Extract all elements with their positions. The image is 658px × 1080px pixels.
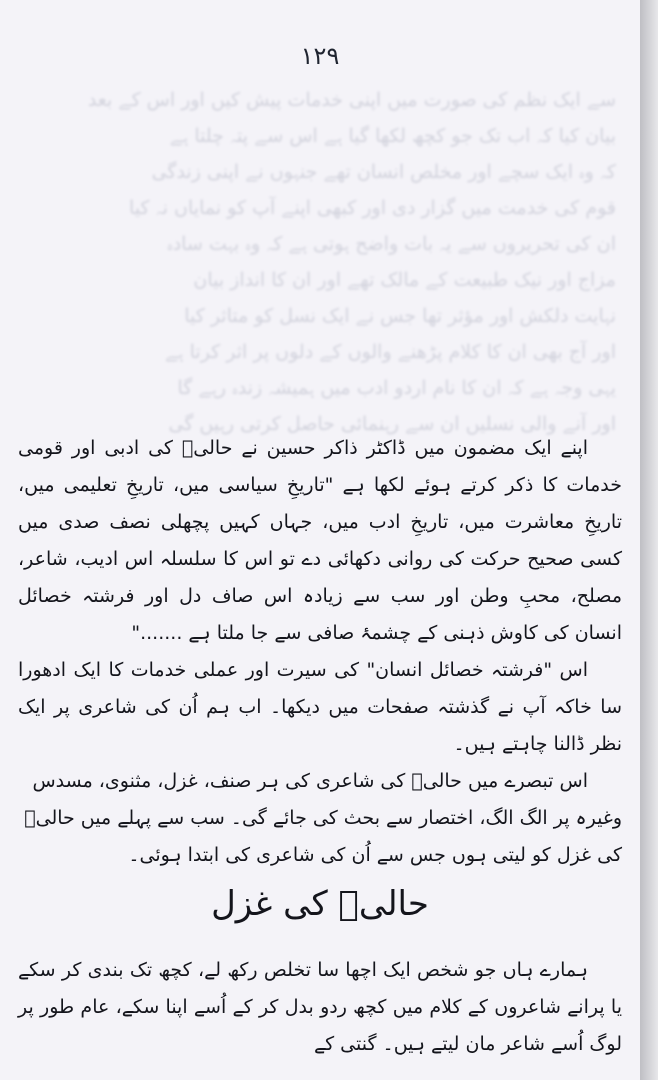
page-edge-shadow xyxy=(640,0,658,1080)
body-text xyxy=(18,430,622,874)
paragraph: اپنے ایک مضمون میں ڈاکٹر ذاکر حسین نے حالیؔ کی ادبی اور قومی خدمات کا ذکر کرتے ہوئے لکھا ہے "تاریخِ سیاسی میں، تاریخِ تعلیمی میں، تاریخِ معاشرت میں، تاریخِ ادب میں، جہاں کہیں پچھلی نصف صدی میں کسی صحیح حرکت کی روانی دکھائی دے تو اس کا سلسلہ اس ادیب، شاعر، مصلح، محبِ وطن اور سب سے زیادہ اس صاف دل اور فرشتہ خصائل انسان کی کاوش ذہنی کے چشمۂ صافی سے جا ملتا ہے ......." xyxy=(18,437,622,644)
section-heading: حالیؔ کی غزل xyxy=(211,884,429,924)
page-number: ۱۲۹ xyxy=(300,42,340,70)
paragraph: ہمارے ہاں جو شخص ایک اچھا سا تخلص رکھ لے، کچھ تک بندی کر سکے یا پرانے شاعروں کے کلام میں کچھ ردو بدل کر کے اُسے اپنا سکے، عام طور پر لوگ اُسے شاعر مان لیتے ہیں۔ گنتی کے xyxy=(18,959,622,1055)
body-text-continued xyxy=(18,952,622,1063)
paragraph: اس تبصرے میں حالیؔ کی شاعری کی ہر صنف، غزل، مثنوی، مسدس وغیرہ پر الگ الگ، اختصار سے بحث کی جائے گی۔ سب سے پہلے میں حالیؔ کی غزل کو لیتی ہوں جس سے اُن کی شاعری کی ابتدا ہوئی۔ xyxy=(24,770,622,866)
paragraph: اس "فرشتہ خصائل انسان" کی سیرت اور عملی خدمات کا ایک ادھورا سا خاکہ آپ نے گذشتہ صفحات میں دیکھا۔ اب ہم اُن کی شاعری پر ایک نظر ڈالنا چاہتے ہیں۔ xyxy=(18,659,622,755)
bleed-through-texture: ﺳﮯ ﺍﯾﮏ ﻧﻈﻢ ﮐﯽ ﺻﻮﺭﺕ ﻣﯿﮟ ﺍﭘﻨﯽ ﺧﺪﻣﺎﺕ ﭘﯿﺶ ﮐﯿﮟ ﺍﻭﺭ ﺍﺱ ﮐﮯ ﺑﻌﺪ ﺑﯿﺎﻥ ﮐﯿﺎ ﮐﮧ ﺍﺏ ﺗﮏ ﺟﻮ ﮐﭽﮫ ﻟﮑﮭﺎ ﮔﯿﺎ ﮨﮯ ﺍﺱ ﺳﮯ ﭘﺘﮧ ﭼﻠﺘﺎ ﮨﮯ ﮐﮧ ﻭﮦ ﺍﯾﮏ ﺳﭽﮯ ﺍﻭﺭ ﻣﺨﻠﺺ ﺍﻧﺴﺎﻥ ﺗﮭﮯ ﺟﻨﮩﻮﮞ ﻧﮯ ﺍﭘﻨﯽ ﺯﻧﺪﮔﯽ ﻗﻮﻡ ﮐﯽ ﺧﺪﻣﺖ ﻣﯿﮟ ﮔﺰﺍﺭ ﺩﯼ ﺍﻭﺭ ﮐﺒﮭﯽ ﺍﭘﻨﮯ ﺁﭖ ﮐﻮ ﻧﻤﺎﯾﺎﮞ ﻧﮧ ﮐﯿﺎ ﺍﻥ ﮐﯽ ﺗﺤﺮﯾﺮﻭﮞ ﺳﮯ ﯾﮧ ﺑﺎﺕ ﻭﺍﺿﺢ ﮨﻮﺗﯽ ﮨﮯ ﮐﮧ ﻭﮦ ﺑﮩﺖ ﺳﺎﺩﮦ ﻣﺰﺍﺝ ﺍﻭﺭ ﻧﯿﮏ ﻃﺒﯿﻌﺖ ﮐﮯ ﻣﺎﻟﮏ ﺗﮭﮯ ﺍﻭﺭ ﺍﻥ ﮐﺎ ﺍﻧﺪﺍﺯ ﺑﯿﺎﻥ ﻧﮩﺎﯾﺖ ﺩﻟﮑﺶ ﺍﻭﺭ ﻣﺆﺛﺮ ﺗﮭﺎ ﺟﺲ ﻧﮯ ﺍﯾﮏ ﻧﺴﻞ ﮐﻮ ﻣﺘﺎﺛﺮ ﮐﯿﺎ ﺍﻭﺭ ﺁﺝ ﺑﮭﯽ ﺍﻥ ﮐﺎ ﮐﻼﻡ ﭘﮍﮬﻨﮯ ﻭﺍﻟﻮﮞ ﮐﮯ ﺩﻟﻮﮞ ﭘﺮ ﺍﺛﺮ ﮐﺮﺗﺎ ﮨﮯ ﯾﮩﯽ ﻭﺟﮧ ﮨﮯ ﮐﮧ ﺍﻥ ﮐﺎ ﻧﺎﻡ ﺍﺭﺩﻭ ﺍﺩﺏ ﻣﯿﮟ ﮨﻤﯿﺸﮧ ﺯﻧﺪﮦ ﺭﮨﮯ ﮔﺎ ﺍﻭﺭ ﺁﻧﮯ ﻭﺍﻟﯽ ﻧﺴﻠﯿﮟ ﺍﻥ ﺳﮯ ﺭﮨﻨﻤﺎﺋﯽ ﺣﺎﺻﻞ ﮐﺮﺗﯽ ﺭﮨﯿﮟ ﮔﯽ xyxy=(87,89,616,435)
